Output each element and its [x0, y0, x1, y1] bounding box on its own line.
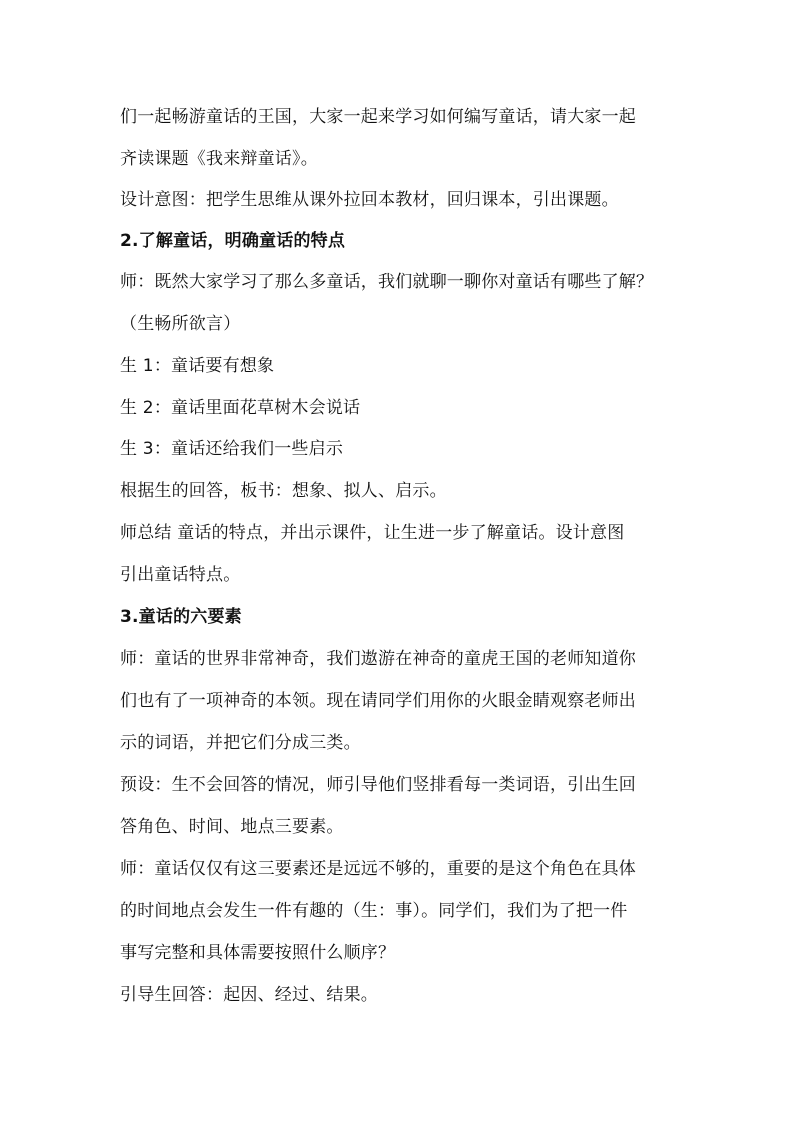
body-text-line: 们一起畅游童话的王国，大家一起来学习如何编写童话，请大家一起 — [120, 107, 636, 127]
body-text-line: 根据生的回答，板书：想象、拟人、启示。 — [120, 481, 447, 501]
body-text-line: 的时间地点会发生一件有趣的（生：事）。同学们，我们为了把一件 — [120, 901, 628, 921]
section-heading: 3.童话的六要素 — [120, 607, 242, 627]
body-text-line: 答角色、时间、地点三要素。 — [120, 817, 344, 837]
body-text-line: 预设：生不会回答的情况，师引导他们竖排看每一类词语，引出生回 — [120, 775, 636, 795]
body-text-line: 示的词语，并把它们分成三类。 — [120, 733, 361, 753]
body-text-line: （生畅所欲言） — [120, 314, 241, 334]
body-text-line: 们也有了一项神奇的本领。现在请同学们用你的火眼金睛观察老师出 — [120, 691, 636, 711]
body-text-line: 师：童话仅仅有这三要素还是远远不够的，重要的是这个角色在具体 — [120, 859, 636, 879]
body-text-line: 引导生回答：起因、经过、结果。 — [120, 985, 378, 1005]
body-text-line: 师：童话的世界非常神奇，我们遨游在神奇的童虎王国的老师知道你 — [120, 649, 636, 669]
body-text-line: 生 1：童话要有想象 — [120, 356, 275, 376]
body-text-line: 事写完整和具体需要按照什么顺序？ — [120, 943, 396, 963]
body-text-line: 引出童话特点。 — [120, 565, 241, 585]
body-text-line: 齐读课题《我来辩童话》。 — [120, 149, 318, 169]
body-text-line: 师总结 童话的特点，并出示课件，让生进一步了解童话。设计意图 — [120, 523, 625, 543]
body-text-line: 生 3：童话还给我们一些启示 — [120, 439, 344, 459]
body-text-line: 师：既然大家学习了那么多童话，我们就聊一聊你对童话有哪些了解？ — [120, 272, 654, 292]
body-text-line: 设计意图：把学生思维从课外拉回本教材，回归课本，引出课题。 — [120, 190, 619, 210]
body-text-line: 生 2：童话里面花草树木会说话 — [120, 398, 361, 418]
section-heading: 2.了解童话，明确童话的特点 — [120, 231, 346, 251]
